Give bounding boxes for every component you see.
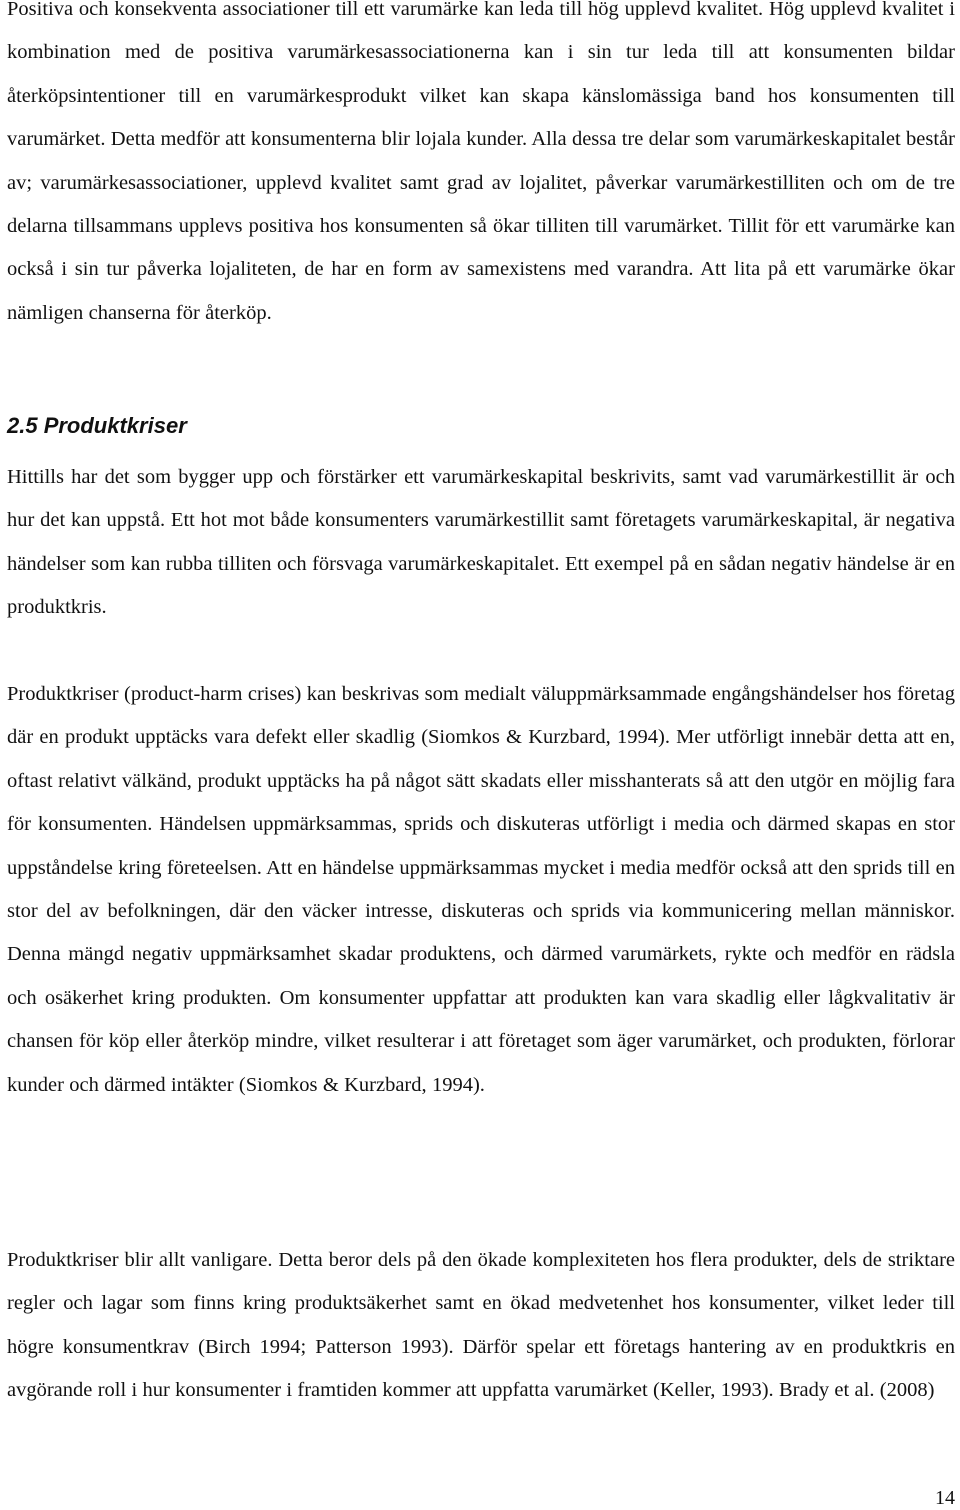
section-heading: 2.5 Produktkriser bbox=[7, 413, 187, 438]
paragraph-product-harm-crises: Produktkriser (product-harm crises) kan beskrivas som medialt väluppmärksammade engångshändelser hos företag där en produkt upptäcks vara defekt eller skadlig (Siomkos & Kurzbard, 1994). Mer utförligt innebär detta att en, oftast relativt välkänd, produkt upptäcks ha på något sätt skadats eller misshanterats så att den utgör en möjlig fara för konsumenten. Händelsen uppmärksammas, sprids och diskuteras utförligt i media och därmed skapas en stor uppståndelse kring företeelsen. Att en händelse uppmärksammas mycket i media medför också att den sprids till en stor del av befolkningen, där den väcker intresse, diskuteras och sprids via kommunicering mellan människor. Denna mängd negativ uppmärksamhet skadar produktens, och därmed varumärkets, rykte och medför en rädsla och osäkerhet kring produkten. Om konsumenter uppfattar att produkten kan vara skadlig eller lågkvalitativ är chansen för köp eller återköp mindre, vilket resulterar i att företaget som äger varumärket, och produkten, förlorar kunder och därmed intäkter (Siomkos & Kurzbard, 1994). bbox=[7, 683, 955, 1096]
paragraph-crisis-frequency: Produktkriser blir allt vanligare. Detta beror dels på den ökade komplexiteten hos flera produkter, dels de striktare regler och lagar som finns kring produktsäkerhet samt en ökad medvetenhet hos konsumenter, vilket leder till högre konsumentkrav (Birch 1994; Patterson 1993). Därför spelar ett företags hantering av en produktkris en avgörande roll i hur konsumenter i framtiden kommer att uppfatta varumärket (Keller, 1993). Brady et al. (2008) bbox=[7, 1249, 955, 1402]
page-number: 14 bbox=[935, 1487, 955, 1509]
paragraph-intro-crises: Hittills har det som bygger upp och förstärker ett varumärkeskapital beskrivits, samt vad varumärkestillit är och hur det kan uppstå. Ett hot mot både konsumenters varumärkestillit samt företagets varumärkeskapital, är negativa händelser som kan rubba tilliten och försvaga varumärkeskapitalet. Ett exempel på en sådan negativ händelse är en produktkris. bbox=[7, 466, 955, 619]
paragraph-brand-trust: Positiva och konsekventa associationer till ett varumärke kan leda till hög upplevd kvalitet. Hög upplevd kvalitet i kombination med de positiva varumärkesassociationerna kan i sin tur leda till att konsumenten bildar återköpsintentioner till en varumärkesprodukt vilket kan skapa känslomässiga band hos konsumenten till varumärket. Detta medför att konsumenterna blir lojala kunder. Alla dessa tre delar som varumärkeskapitalet består av; varumärkesassociationer, upplevd kvalitet samt grad av lojalitet, påverkar varumärkestilliten och om de tre delarna tillsammans upplevs positiva hos konsumenten så ökar tilliten till varumärket. Tillit för ett varumärke kan också i sin tur påverka lojaliteten, de har en form av samexistens med varandra. Att lita på ett varumärke ökar nämligen chanserna för återköp. bbox=[7, 0, 955, 324]
